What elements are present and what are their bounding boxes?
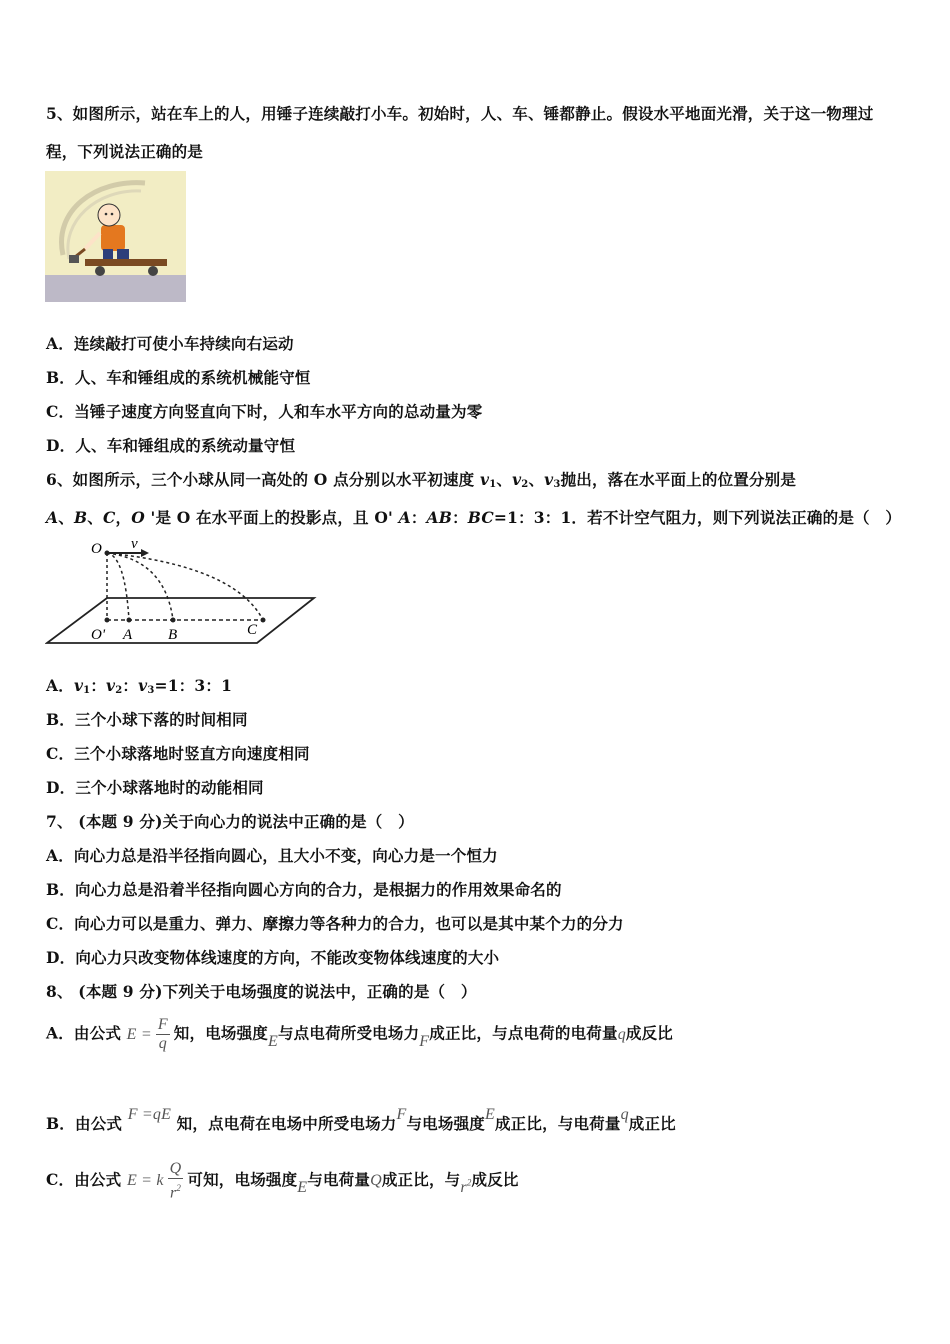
v1-symbol: v bbox=[479, 470, 490, 489]
q5-option-d: D．人、车和锤组成的系统动量守恒 bbox=[46, 436, 296, 455]
q5-option-c: C．当锤子速度方向竖直向下时，人和车水平方向的总动量为零 bbox=[46, 402, 483, 421]
point-c bbox=[261, 618, 266, 623]
fraction-denominator bbox=[168, 1179, 184, 1202]
q6-option-c: C．三个小球落地时竖直方向速度相同 bbox=[46, 744, 310, 763]
q6-stem-line2 bbox=[46, 506, 901, 528]
q6-sep: 、 bbox=[87, 508, 103, 527]
q5-stem-line2: 程，下列说法正确的是 bbox=[46, 142, 204, 161]
symbol-e: E bbox=[297, 1179, 308, 1197]
q6-option-d: D．三个小球落地时的动能相同 bbox=[46, 778, 264, 797]
symbol-f: F bbox=[396, 1106, 407, 1123]
v-subscript: 1 bbox=[83, 685, 91, 696]
label-o-prime-fig: O' bbox=[91, 627, 106, 643]
label-c-fig: C bbox=[247, 622, 258, 638]
q6-sep1: 、 bbox=[496, 470, 513, 489]
v-symbol: v bbox=[138, 676, 148, 695]
q7-option-a: A．向心力总是沿半径指向圆心，且大小不变，向心力是一个恒力 bbox=[46, 846, 498, 865]
v-subscript: 2 bbox=[115, 685, 123, 696]
label-b: B bbox=[73, 508, 88, 527]
formula-fraction bbox=[168, 1160, 184, 1202]
point-a bbox=[127, 618, 132, 623]
q5-hammer-cart-illustration bbox=[45, 171, 186, 302]
q5-option-b: B．人、车和锤组成的系统机械能守恒 bbox=[46, 368, 311, 387]
option-prefix: B．由公式 bbox=[46, 1114, 123, 1133]
denominator-base: r bbox=[169, 1184, 177, 1202]
q7-option-d: D．向心力只改变物体线速度的方向，不能改变物体线速度的大小 bbox=[46, 948, 500, 967]
v3-subscript: 3 bbox=[553, 479, 561, 490]
q6-option-a bbox=[46, 674, 232, 696]
option-prefix: A．由公式 bbox=[46, 1023, 122, 1043]
v3-symbol: v bbox=[544, 470, 554, 489]
q8-option-a bbox=[46, 1016, 673, 1053]
fraction-numerator: Q bbox=[169, 1160, 182, 1177]
point-o bbox=[105, 551, 110, 556]
q6-sep2: 、 bbox=[528, 470, 545, 489]
q6-colon: ： bbox=[452, 508, 468, 527]
option-text: 与点电荷所受电场力 bbox=[277, 1023, 420, 1043]
q7-option-c: C．向心力可以是重力、弹力、摩擦力等各种力的合力，也可以是其中某个力的分力 bbox=[46, 914, 624, 933]
v-symbol: v bbox=[106, 676, 116, 695]
option-text: 成反比 bbox=[471, 1170, 519, 1190]
option-prefix: A． bbox=[46, 676, 74, 695]
q8-option-b bbox=[46, 1106, 676, 1134]
q7-stem: 7、 (本题 9 分)关于向心力的说法中正确的是（ ） bbox=[46, 812, 414, 831]
symbol-q: q bbox=[617, 1025, 626, 1043]
fraction-numerator: F bbox=[157, 1016, 168, 1033]
q6-stem-line1 bbox=[46, 468, 796, 490]
fraction-denominator: q bbox=[158, 1035, 167, 1052]
v2-symbol: v bbox=[512, 470, 522, 489]
ratio-value: =1：3：1 bbox=[154, 676, 233, 695]
option-text: 成反比 bbox=[625, 1023, 673, 1043]
v-subscript: 3 bbox=[147, 685, 155, 696]
symbol-r: r bbox=[460, 1179, 467, 1197]
option-text: 成正比，与电荷量 bbox=[494, 1114, 621, 1133]
symbol-q: Q bbox=[370, 1172, 382, 1190]
denominator-exponent: 2 bbox=[176, 1183, 182, 1193]
symbol-f: F bbox=[419, 1032, 430, 1050]
v2-subscript: 2 bbox=[521, 479, 529, 490]
option-text: 与电场强度 bbox=[406, 1114, 485, 1133]
formula-fraction bbox=[156, 1016, 170, 1053]
label-a2: A bbox=[398, 508, 411, 527]
q6-sep: ， bbox=[115, 508, 132, 527]
label-o-fig: O bbox=[91, 541, 102, 557]
v-symbol: v bbox=[73, 676, 84, 695]
label-c: C bbox=[102, 508, 116, 527]
v1-subscript: 1 bbox=[489, 479, 497, 490]
symbol-q: q bbox=[620, 1106, 629, 1123]
q8-stem: 8、 (本题 9 分)下列关于电场强度的说法中，正确的是（ ） bbox=[46, 982, 477, 1001]
q5-option-a: A．连续敲打可使小车持续向右运动 bbox=[46, 334, 294, 353]
label-o: O bbox=[131, 508, 145, 527]
label-bc: BC bbox=[467, 508, 494, 527]
option-text: 知，电场强度 bbox=[173, 1023, 268, 1043]
q6-projectile-diagram bbox=[45, 536, 317, 648]
q6-colon: ： bbox=[410, 508, 427, 527]
formula-lhs: E = bbox=[126, 1025, 152, 1043]
symbol-r-squared bbox=[460, 1179, 471, 1196]
option-text: 与电荷量 bbox=[307, 1170, 371, 1190]
option-text: 成正比，与 bbox=[381, 1170, 461, 1190]
label-b-fig: B bbox=[168, 627, 178, 643]
label-a: A bbox=[46, 508, 59, 527]
q6-text: '是 O 在水平面上的投影点，且 O' bbox=[144, 508, 399, 527]
label-ab: AB bbox=[426, 508, 453, 527]
q5-stem-line1: 5、如图所示，站在车上的人，用锤子连续敲打小车。初始时，人、车、锤都静止。假设水平地面光滑，关于这一物理过 bbox=[46, 104, 874, 123]
colon: ： bbox=[90, 676, 107, 695]
option-text: 可知，电场强度 bbox=[187, 1170, 298, 1190]
colon: ： bbox=[122, 676, 139, 695]
formula: F =qE bbox=[127, 1106, 172, 1123]
symbol-e: E bbox=[484, 1106, 495, 1123]
q6-sep: 、 bbox=[58, 508, 74, 527]
option-text: 成正比 bbox=[628, 1114, 676, 1133]
r-exponent: 2 bbox=[466, 1177, 472, 1188]
q6-stem-b: 抛出，落在水平面上的位置分别是 bbox=[560, 470, 797, 489]
formula-lhs: E = k bbox=[126, 1172, 164, 1190]
option-text: 知，点电荷在电场中所受电场力 bbox=[176, 1114, 397, 1133]
q6-stem-tail: =1：3：1．若不计空气阻力，则下列说法正确的是（ ） bbox=[493, 508, 902, 527]
q7-option-b: B．向心力总是沿着半径指向圆心方向的合力，是根据力的作用效果命名的 bbox=[46, 880, 562, 899]
q6-stem-a: 6、如图所示，三个小球从同一高处的 O 点分别以水平初速度 bbox=[46, 470, 480, 489]
q8-option-c bbox=[46, 1160, 519, 1202]
option-prefix: C．由公式 bbox=[46, 1170, 122, 1190]
point-o-prime bbox=[105, 618, 110, 623]
symbol-e: E bbox=[268, 1032, 278, 1050]
label-v-fig: v bbox=[131, 536, 138, 552]
q6-option-b: B．三个小球下落的时间相同 bbox=[46, 710, 248, 729]
label-a-fig: A bbox=[123, 627, 133, 643]
point-b bbox=[171, 618, 176, 623]
option-text: 成正比，与点电荷的电荷量 bbox=[429, 1023, 618, 1043]
